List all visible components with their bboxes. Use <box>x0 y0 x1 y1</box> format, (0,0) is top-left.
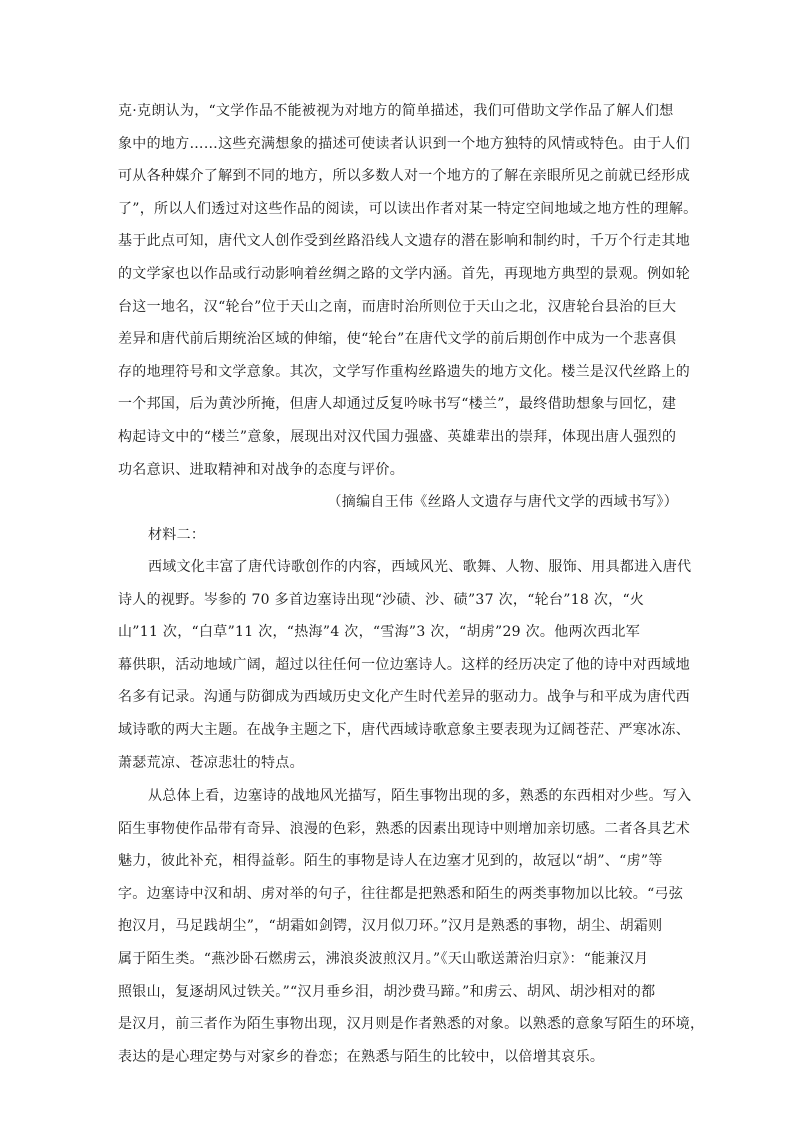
text-line: 幕供职，活动地域广阔，超过以往任何一位边塞诗人。这样的经历决定了他的诗中对西域地 <box>118 656 690 673</box>
text-line: 诗人的视野。岑参的 70 多首边塞诗出现“沙碛、沙、碛”37 次，“轮台”18 次，“火 <box>118 591 645 608</box>
text-line: 可从各种媒介了解到不同的地方，所以多数人对一个地方的了解在亲眼所见之前就已经形成 <box>118 168 690 185</box>
text-line: 从总体上看，边塞诗的战地风光描写，陌生事物出现的多，熟悉的东西相对少些。写入 <box>148 788 692 804</box>
text-line: 是汉月，前三者作为陌生事物出现，汉月则是作者熟悉的对象。以熟悉的意象写陌生的环境， <box>118 1016 705 1033</box>
text-line: 属于陌生类。“燕沙卧石燃虏云，沸浪炎波煎汉月。”《天山歌送萧治归京》：“能兼汉月 <box>118 950 649 967</box>
citation-block <box>118 486 678 519</box>
text-line: 台这一地名，汉“轮台”位于天山之南，而唐时治所则位于天山之北，汉唐轮台县治的巨大 <box>118 298 677 315</box>
text-line: 构起诗文中的“楼兰”意象，展现出对汉代国力强盛、英雄辈出的崇拜，体现出唐人强烈的 <box>118 428 677 445</box>
paragraph-1 <box>118 95 698 486</box>
text-line: 象中的地方……这些充满想象的描述可使读者认识到一个地方独特的风情或特色。由于人们 <box>118 135 690 152</box>
text-line: 字。边塞诗中汉和胡、虏对举的句子，往往都是把熟悉和陌生的两类事物加以比较。“弓弦 <box>118 885 684 902</box>
text-line: 山”11 次，“白草”11 次，“热海”4 次，“雪海”3 次，“胡虏”29 次。他两次西北军 <box>118 624 641 641</box>
material-two-heading: 材料二： <box>148 527 206 543</box>
heading-block <box>118 519 678 552</box>
text-line: 一个邦国，后为黄沙所掩，但唐人却通过反复吟咏书写“楼兰”，最终借助想象与回忆，建 <box>118 396 677 413</box>
text-line: 陌生事物使作品带有奇异、浪漫的色彩，熟悉的因素出现诗中则增加亲切感。二者各具艺术 <box>118 820 690 837</box>
text-line: 表达的是心理定势与对家乡的眷恋；在熟悉与陌生的比较中，以倍增其哀乐。 <box>118 1048 605 1065</box>
text-line: 域诗歌的两大主题。在战争主题之下，唐代西域诗歌意象主要表现为辽阔苍茫、严寒冰冻、 <box>118 721 690 738</box>
text-line: 了”，所以人们透过对这些作品的阅读，可以读出作者对某一特定空间地域之地方性的理解。 <box>118 200 698 217</box>
text-line: 存的地理符号和文学意象。其次，文学写作重构丝路遗失的地方文化。楼兰是汉代丝路上的 <box>118 363 690 380</box>
text-line: 功名意识、进取精神和对战争的态度与评价。 <box>118 461 404 478</box>
text-line: 名多有记录。沟通与防御成为西域历史文化产生时代差异的驱动力。战争与和平成为唐代西 <box>118 689 690 706</box>
paragraph-2 <box>118 551 692 779</box>
text-line: 魅力，彼此补充，相得益彰。陌生的事物是诗人在边塞才见到的，故冠以“胡”、“虏”等 <box>118 853 663 870</box>
paragraph-3 <box>118 780 705 1073</box>
text-line: 差异和唐代前后期统治区域的伸缩，使“轮台”在唐代文学的前后期创作中成为一个悲喜俱 <box>118 331 677 348</box>
text-line: 萧瑟荒凉、苍凉悲壮的特点。 <box>118 754 304 771</box>
text-line: 克·克朗认为，“文学作品不能被视为对地方的简单描述，我们可借助文学作品了解人们想 <box>118 103 674 119</box>
text-line: 西域文化丰富了唐代诗歌创作的内容，西域风光、歌舞、人物、服饰、用具都进入唐代 <box>148 559 692 575</box>
text-line: 的文学家也以作品或行动影响着丝绸之路的文学内涵。首先，再现地方典型的景观。例如轮 <box>118 265 690 282</box>
text-line: 抱汉月，马足践胡尘”，“胡霜如剑锷，汉月似刀环。”汉月是熟悉的事物，胡尘、胡霜则 <box>118 918 663 935</box>
text-line: 基于此点可知，唐代文人创作受到丝路沿线人文遗存的潜在影响和制约时，千万个行走其地 <box>118 233 690 250</box>
text-line: 照银山，复逐胡风过铁关。”“汉月垂乡泪，胡沙费马蹄。”和虏云、胡风、胡沙相对的都 <box>118 983 656 1000</box>
citation: （摘编自王伟《丝路人文遗存与唐代文学的西域书写》） <box>327 494 678 510</box>
